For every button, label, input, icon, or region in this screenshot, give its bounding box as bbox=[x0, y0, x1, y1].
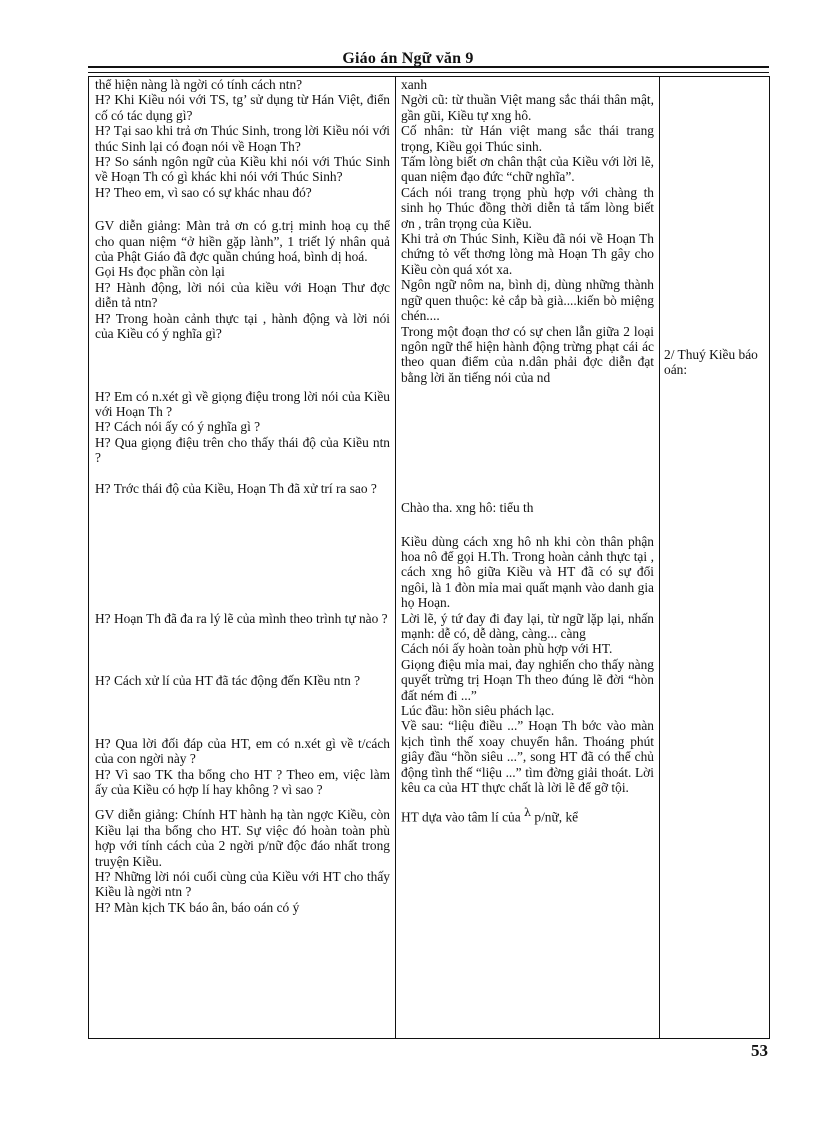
question-text: H? Cách nói ấy có ý nghĩa gì ? bbox=[95, 419, 261, 435]
teacher-note: GV diễn giảng: Chính HT hành hạ tàn ngợc Kiều, còn Kiều lại tha bổng cho HT. Sự việc đó hoàn toàn phù hợp với tính cách của 2 ngời p/nữ độc đáo nhất trong truyện Kiều. bbox=[95, 807, 390, 869]
teacher-note: Gọi Hs đọc phần còn lại bbox=[95, 264, 225, 280]
question-text: H? So sánh ngôn ngữ của Kiều khi nói với Thúc Sinh về Hoạn Th có gì khác khi nói với Thúc Sinh? bbox=[95, 154, 390, 185]
answer-text: HT dựa vào tâm lí của $^\lambda$ p/nữ, kể bbox=[401, 806, 579, 825]
question-text: H? Những lời nói cuối cùng của Kiều với HT cho thấy Kiều là ngời ntn ? bbox=[95, 869, 390, 900]
question-text: H? Hoạn Th đã đa ra lý lẽ của mình theo trình tự nào ? bbox=[95, 610, 388, 626]
answers-column bbox=[396, 77, 660, 1039]
question-text: H? Hành động, lời nói của kiều với Hoạn Thư đợc diễn tả ntn? bbox=[95, 279, 390, 311]
answer-text: Lời lẽ, ý tứ đay đi đay lại, từ ngữ lặp lại, nhấn mạnh: dễ có, dễ dàng, càng... càng bbox=[401, 610, 654, 641]
answer-text: Giọng điệu mỉa mai, đay nghiến cho thấy nàng quyết trừng trị Hoạn Th theo đúng lẽ đời “hòn đất ném đi ...” bbox=[401, 656, 654, 703]
question-text: H? Khi Kiều nói với TS, tg’ sử dụng từ Hán Việt, điển cố có tác dụng gì? bbox=[95, 92, 390, 123]
lambda-symbol: λ bbox=[524, 806, 532, 820]
question-text: H? Cách xử lí của HT đã tác động đến KIều ntn ? bbox=[95, 673, 361, 689]
answer-text: Trong một đoạn thơ có sự chen lẫn giữa 2 loại ngôn ngữ thể hiện hành động trừng phạt cái ác theo quan điểm của n.dân phải đợc diễn đạt bằng lời ăn tiếng nói của nd bbox=[401, 323, 654, 385]
header-divider bbox=[88, 66, 769, 73]
question-text: H? Em có n.xét gì về giọng điệu trong lời nói của Kiều với Hoạn Th ? bbox=[95, 388, 390, 419]
section-column bbox=[660, 77, 770, 1039]
answer-text: xanh bbox=[401, 77, 428, 92]
page-number: 53 bbox=[751, 1041, 768, 1060]
question-text: H? Qua giọng điệu trên cho thấy thái độ của Kiều ntn ? bbox=[95, 434, 390, 466]
question-text: H? Màn kịch TK báo ân, báo oán có ý bbox=[95, 899, 300, 915]
answer-text: Chào tha. xng hô: tiểu th bbox=[401, 500, 534, 516]
answer-text: Lúc đầu: hồn siêu phách lạc. bbox=[401, 703, 555, 718]
question-text: H? Trớc thái độ của Kiều, Hoạn Th đã xử trí ra sao ? bbox=[95, 480, 377, 496]
answer-text: Cố nhân: từ Hán việt mang sắc thái trang trọng, Kiều gọi Thúc sinh. bbox=[401, 123, 654, 154]
answer-text: Cách nói ấy hoàn toàn phù hợp với HT. bbox=[401, 641, 613, 657]
question-text: H? Qua lời đối đáp của HT, em có n.xét gì về t/cách của con ngời này ? bbox=[95, 735, 390, 767]
question-text: H? Tại sao khi trả ơn Thúc Sinh, trong lời Kiều nói với thúc Sinh lại có đoạn nói về Hoạn Th? bbox=[95, 123, 390, 154]
questions-column bbox=[89, 77, 396, 1039]
teacher-note: GV diễn giảng: Màn trả ơn có g.trị minh hoạ cụ thể cho quan niệm “ở hiền gặp lành”, 1 triết lý nhân quả của Phật Giáo đã đợc quần chúng hoá, bình dị hoá. bbox=[95, 218, 390, 265]
answer-text: Ngời cũ: từ thuần Việt mang sắc thái thân mật, gần gũi, Kiều tự xng hô. bbox=[401, 92, 654, 123]
answer-text: Kiều dùng cách xng hô nh khi còn thân phận hoa nô để gọi H.Th. Trong hoàn cảnh thực tại , cách xng hô giữa Kiều và HT đã có sự đổi ngôi, là 1 đòn mỉa mai quất mạnh vào danh gia họ Hoạn. bbox=[401, 533, 654, 611]
lesson-table bbox=[88, 76, 770, 1039]
answer-text: Về sau: “liệu điều ...” Hoạn Th bớc vào màn kịch tình thế xoay chuyển hẳn. Thoáng phút giây đầu “hồn siêu ...”, song HT đã có thể chủ động tình thế “liệu ...” tìm đờng giải thoát. Lời kêu ca của HT thực chất là lời lẽ để gỡ tội. bbox=[401, 718, 654, 796]
question-text: H? Theo em, vì sao có sự khác nhau đó? bbox=[95, 184, 312, 200]
page-header-title: Giáo án Ngữ văn 9 bbox=[342, 50, 474, 67]
question-text: H? Vì sao TK tha bổng cho HT ? Theo em, việc làm ấy của Kiều có hợp lí hay không ? vì sao ? bbox=[95, 766, 390, 797]
answer-text: Khi trả ơn Thúc Sinh, Kiều đã nói về Hoạn Th chứng tỏ vết thơng lòng mà Hoạn Th gây cho Kiều còn quá xót xa. bbox=[401, 231, 654, 277]
question-text: thể hiện nàng là ngời có tính cách ntn? bbox=[95, 77, 303, 92]
section-heading: 2/ Thuý Kiều báo oán: bbox=[664, 347, 758, 378]
answer-text: Cách nói trang trọng phù hợp với chàng th sinh họ Thúc đồng thời diễn tả tấm lòng biết ơn , trân trọng của Kiều. bbox=[401, 184, 654, 231]
answer-text: Tấm lòng biết ơn chân thật của Kiều với lời lẽ, quan niệm đạo đức “chữ nghĩa”. bbox=[401, 154, 654, 185]
table-row bbox=[89, 77, 770, 1039]
question-text: H? Trong hoàn cảnh thực tại , hành động và lời nói của Kiều có ý nghĩa gì? bbox=[95, 310, 390, 342]
answer-text: Ngôn ngữ nôm na, bình dị, dùng những thành ngữ quen thuộc: kẻ cắp bà già....kiến bò miệng chén.... bbox=[401, 277, 654, 324]
